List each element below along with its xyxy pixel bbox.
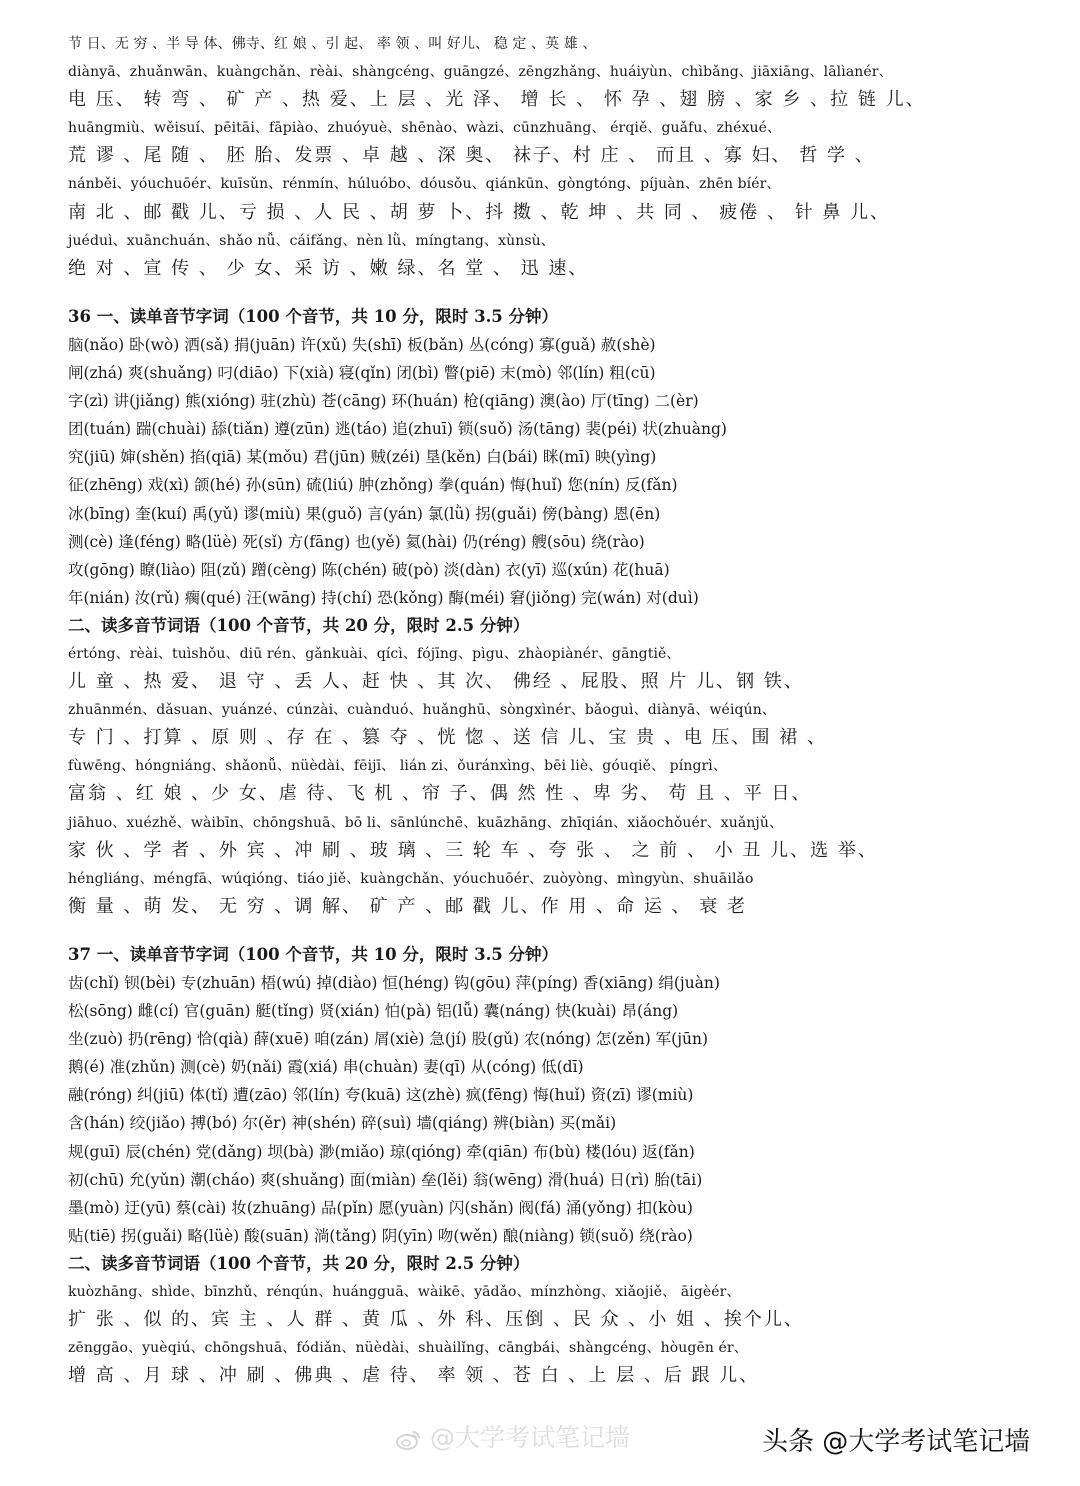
- character-line: 含(hán) 绞(jiǎo) 搏(bó) 尔(ěr) 神(shén) 碎(suì) 墙(qiáng) 辨(biàn) 买(mǎi): [68, 1114, 617, 1133]
- pinyin-line: 节 日、无 穷 、半 导 体、佛寺、红 娘 、引 起、 率 领 、叫 好儿、 稳 定 、英 雄 、: [68, 36, 597, 52]
- word-line: 衡 量 、萌 发、 无 穷 、调 解、 矿 产 、邮 戳 儿、作 用 、命 运 、 衰 老: [68, 895, 747, 917]
- pinyin-line: fùwēng、hóngniáng、shǎonǚ、nüèdài、fēijī、 lián zi、ǒuránxìng、bēi liè、góuqiě、 píngrì、: [68, 758, 727, 775]
- section-heading: 37 一、读单音节字词（100 个音节，共 10 分，限时 3.5 分钟）: [68, 944, 559, 964]
- character-line: 鹅(é) 准(zhǔn) 测(cè) 奶(nǎi) 霞(xiá) 串(chuàn) 妻(qī) 从(cóng) 低(dī): [68, 1058, 584, 1077]
- character-line: 字(zì) 讲(jiǎng) 熊(xióng) 驻(zhù) 苍(cāng) 环(huán) 枪(qiāng) 澳(ào) 厅(tīng) 二(èr): [68, 392, 699, 411]
- character-line: 究(jiū) 婶(shěn) 掐(qiā) 某(mǒu) 君(jūn) 贼(zéi) 垦(kěn) 白(bái) 眯(mī) 映(yìng): [68, 448, 657, 467]
- pinyin-line: héngliáng、méngfā、wúqióng、tiáo jiě、kuàngchǎn、yóuchuōér、zuòyòng、mìngyùn、shuāilǎo: [68, 870, 754, 887]
- weibo-watermark: [396, 1418, 630, 1454]
- character-line: 征(zhēng) 戏(xì) 颌(hé) 孙(sūn) 硫(liú) 肿(zhǒng) 拳(quán) 悔(huǐ) 您(nín) 反(fǎn): [68, 476, 678, 495]
- character-line: 年(nián) 汝(rǔ) 瘸(qué) 汪(wāng) 持(chí) 恐(kǒng) 酶(méi) 窘(jiǒng) 完(wán) 对(duì): [68, 588, 699, 607]
- word-line: 富翁 、红 娘 、少 女、虐 待、飞 机 、帘 子、偶 然 性 、卑 劣、 苟 且 、平 日、: [68, 783, 812, 805]
- character-line: 闸(zhá) 爽(shuǎng) 叼(diāo) 下(xià) 寝(qǐn) 闭(bì) 瞥(piē) 末(mò) 邻(lín) 粗(cū): [68, 364, 656, 383]
- character-line: 团(tuán) 踹(chuài) 舔(tiǎn) 遵(zūn) 逃(táo) 追(zhuī) 锁(suǒ) 汤(tāng) 裴(péi) 状(zhuàng): [68, 420, 727, 439]
- pinyin-line: jiāhuo、xuézhě、wàibīn、chōngshuā、bō li、sānlúnchē、kuāzhāng、zhīqián、xiǎochǒuér、xuǎnjǔ、: [68, 814, 784, 831]
- character-line: 融(róng) 纠(jiū) 体(tǐ) 遭(zāo) 邻(lín) 夸(kuā) 这(zhè) 疯(fēng) 悔(huǐ) 资(zī) 谬(miù): [68, 1086, 694, 1105]
- character-line: 初(chū) 允(yǔn) 潮(cháo) 爽(shuǎng) 面(miàn) 垒(lěi) 翁(wēng) 滑(huá) 日(rì) 胎(tāi): [68, 1170, 703, 1189]
- word-line: 荒 谬 、尾 随 、 胚 胎、发票 、卓 越 、深 奥、 袜子、村 庄 、 而且 、寡 妇、 哲 学 、: [68, 145, 875, 167]
- word-line: 电 压、 转 弯 、 矿 产 、热 爱、上 层 、光 泽、 增 长 、 怀 孕 、翅 膀 、家 乡 、拉 链 儿、: [68, 89, 926, 111]
- character-line: 脑(nǎo) 卧(wò) 洒(sǎ) 捐(juān) 许(xǔ) 失(shī) 板(bǎn) 丛(cóng) 寡(guǎ) 赦(shè): [68, 335, 656, 354]
- character-line: 冰(bīng) 奎(kuí) 禹(yǔ) 谬(miù) 果(guǒ) 言(yán) 氯(lǜ) 拐(guǎi) 傍(bàng) 恩(ēn): [68, 504, 661, 523]
- section-spacer: [0, 283, 1080, 303]
- pinyin-line: diànyā、zhuǎnwān、kuàngchǎn、rèài、shàngcéng、guāngzé、zēngzhǎng、huáiyùn、chìbǎng、jiāxiāng、lālìanér、: [68, 64, 893, 81]
- word-line: 专 门 、打算 、原 则 、存 在 、篡 夺 、恍 惚 、送 信 儿、宝 贵 、电 压、围 裙 、: [68, 727, 827, 749]
- pinyin-line: kuòzhāng、shìde、bīnzhǔ、rénqún、huángguā、wàikē、yādǎo、mínzhòng、xiǎojiě、 āigèér、: [68, 1284, 741, 1301]
- character-line: 墨(mò) 迂(yū) 蔡(cài) 妆(zhuāng) 品(pǐn) 愿(yuàn) 闪(shǎn) 阀(fá) 涌(yǒng) 扣(kòu): [68, 1198, 693, 1217]
- section-spacer: [0, 921, 1080, 941]
- section-heading: 二、读多音节词语（100 个音节，共 20 分，限时 2.5 分钟）: [68, 1253, 530, 1273]
- character-line: 测(cè) 逢(féng) 略(lüè) 死(sǐ) 方(fāng) 也(yě) 氦(hài) 仍(réng) 艘(sōu) 绕(rào): [68, 532, 645, 551]
- character-line: 松(sōng) 雌(cí) 官(guān) 艇(tǐng) 贤(xián) 怕(pà) 铝(lǚ) 囊(náng) 快(kuài) 昂(áng): [68, 1002, 679, 1021]
- character-line: 规(guī) 辰(chén) 党(dǎng) 坝(bà) 渺(miǎo) 琼(qióng) 牵(qiān) 布(bù) 楼(lóu) 返(fǎn): [68, 1142, 695, 1161]
- pinyin-line: nánběi、yóuchuōér、kuīsǔn、rénmín、húluóbo、dóusǒu、qiánkūn、gòngtóng、píjuàn、zhēn bíér、: [68, 176, 781, 193]
- word-line: 南 北 、邮 戳 儿、亏 损 、人 民 、胡 萝 卜、抖 擞 、乾 坤 、共 同 、 疲倦 、 针 鼻 儿、: [68, 201, 891, 223]
- word-line: 家 伙 、学 者 、外 宾 、冲 刷 、玻 璃 、三 轮 车 、夸 张 、 之 前 、 小 丑 儿、选 举、: [68, 839, 878, 861]
- pinyin-line: huāngmiù、wěisuí、pēitāi、fāpiào、zhuóyuè、shēnào、wàzi、cūnzhuāng、 érqiě、guǎfu、zhéxué、: [68, 120, 782, 137]
- pinyin-line: zhuānmén、dǎsuan、yuánzé、cúnzài、cuànduó、huǎnghū、sòngxìnér、bǎoguì、diànyā、wéiqún、: [68, 702, 776, 719]
- weibo-logo-icon: [396, 1428, 422, 1450]
- pinyin-line: zēnggāo、yuèqiú、chōngshuā、fódiǎn、nüèdài、shuàilǐng、cāngbái、shàngcéng、hòugēn ér、: [68, 1340, 748, 1357]
- document-page: [0, 30, 1080, 1390]
- character-line: 攻(gōng) 瞭(liào) 阻(zǔ) 蹭(cèng) 陈(chén) 破(pò) 淡(dàn) 衣(yī) 巡(xún) 花(huā): [68, 560, 670, 579]
- section-heading: 36 一、读单音节字词（100 个音节，共 10 分，限时 3.5 分钟）: [68, 306, 559, 326]
- character-line: 贴(tiē) 拐(guǎi) 略(lüè) 酸(suān) 淌(tǎng) 阴(yīn) 吻(wěn) 酿(niàng) 锁(suǒ) 绕(rào): [68, 1226, 693, 1245]
- word-line: 扩 张 、似 的、宾 主 、人 群 、黄 瓜 、外 科、压倒 、民 众 、小 姐 、挨个儿、: [68, 1309, 804, 1331]
- pinyin-line: juéduì、xuānchuán、shǎo nǚ、cáifǎng、nèn lǜ、míngtang、xùnsù、: [68, 232, 555, 249]
- section-heading: 二、读多音节词语（100 个音节，共 20 分，限时 2.5 分钟）: [68, 615, 530, 635]
- word-line: 增 高 、月 球 、冲 刷 、佛典 、虐 待、 率 领 、苍 白 、上 层 、后 跟 儿、: [68, 1365, 760, 1387]
- word-line: 绝 对 、宣 传 、 少 女、采 访 、嫩 绿、名 堂 、 迅 速、: [68, 257, 589, 279]
- character-line: 齿(chǐ) 钡(bèi) 专(zhuān) 梧(wú) 掉(diào) 恒(héng) 钩(gōu) 萍(píng) 香(xiāng) 绢(juàn): [68, 974, 720, 992]
- pinyin-line: értóng、rèài、tuìshǒu、diū rén、gǎnkuài、qícì、fójīng、pìgu、zhàopiànér、gāngtiě、: [68, 645, 681, 662]
- toutiao-watermark: 头条 @大学考试笔记墙: [762, 1427, 1031, 1457]
- weibo-watermark-text: @大学考试笔记墙: [429, 1423, 630, 1452]
- character-line: 坐(zuò) 扔(rēng) 恰(qià) 薛(xuē) 咱(zán) 屑(xiè) 急(jí) 股(gǔ) 农(nóng) 怎(zěn) 军(jūn): [68, 1030, 709, 1049]
- word-line: 儿 童 、热 爱、 退 守 、丢 人、赶 快 、其 次、 佛经 、屁股、照 片 儿、钢 铁、: [68, 671, 804, 693]
